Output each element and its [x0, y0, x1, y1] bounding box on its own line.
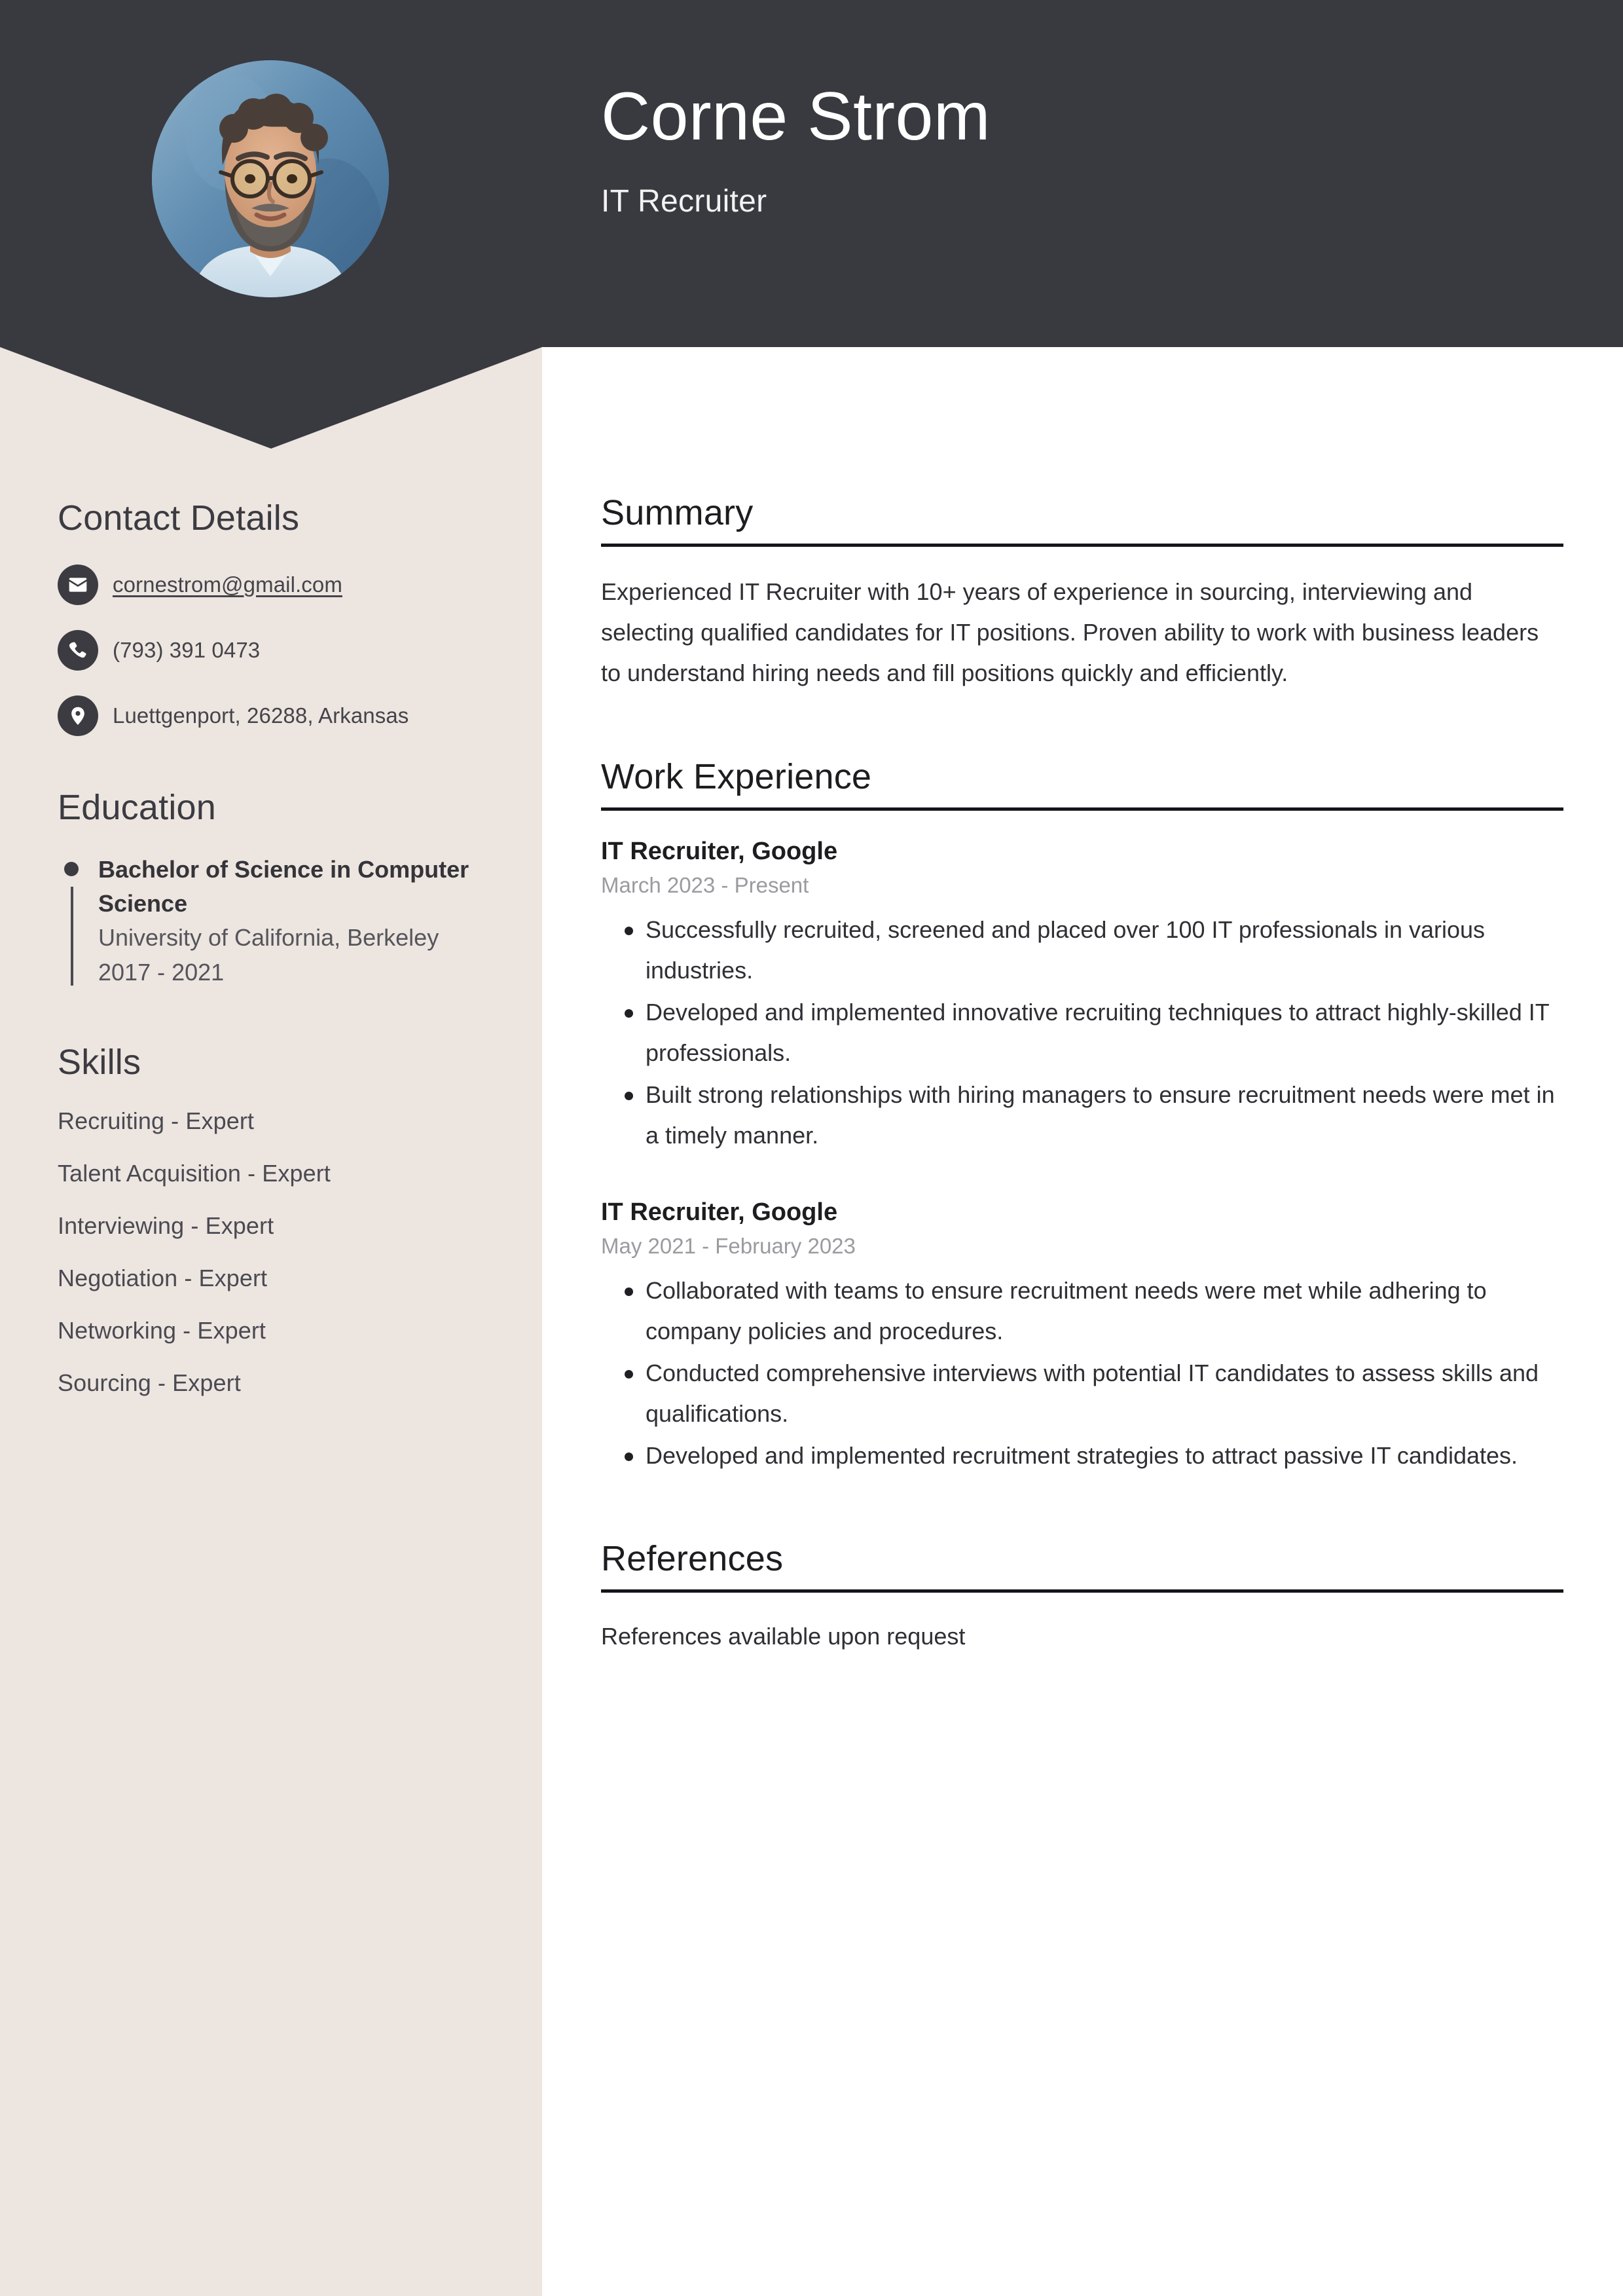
job-entry	[601, 836, 1563, 1156]
job-title: IT Recruiter, Google	[601, 1198, 838, 1226]
summary-text: Experienced IT Recruiter with 10+ years of experience in sourcing, interviewing and selecting qualified candidates for IT positions. Proven ability to work with business leaders to understand hiring needs and fill positions quickly and efficiently.	[601, 578, 1539, 686]
education-school: University of California, Berkeley	[98, 924, 439, 952]
summary-heading: Summary	[601, 492, 1563, 547]
contact-details-heading: Contact Details	[58, 498, 300, 538]
job-bullet: Developed and implemented recruitment strategies to attract passive IT candidates.	[601, 1435, 1563, 1476]
contact-item-address[interactable]	[58, 694, 503, 737]
header-text-block	[601, 79, 1518, 219]
job-title: IT Recruiter, Google	[601, 837, 838, 865]
education-dates: 2017 - 2021	[98, 958, 225, 986]
skill-item: Networking - Expert	[58, 1316, 266, 1344]
contact-details-section	[58, 498, 503, 737]
education-item	[58, 853, 503, 990]
job-bullet: Successfully recruited, screened and placed over 100 IT professionals in various industries.	[601, 910, 1563, 991]
contact-item-phone[interactable]	[58, 629, 503, 672]
job-bullet: Developed and implemented innovative recruiting techniques to attract highly-skilled IT professionals.	[601, 992, 1563, 1073]
contact-phone-value[interactable]: (793) 391 0473	[113, 638, 261, 662]
phone-icon	[58, 630, 98, 671]
skill-item: Talent Acquisition - Expert	[58, 1159, 331, 1187]
references-section	[601, 1538, 1563, 1656]
sidebar-content	[58, 498, 503, 1397]
avatar	[152, 60, 389, 297]
contact-email-value[interactable]: cornestrom@gmail.com	[113, 572, 342, 597]
candidate-name: Corne Strom	[601, 79, 991, 155]
contact-address-value[interactable]: Luettgenport, 26288, Arkansas	[113, 703, 409, 728]
contact-list	[58, 563, 503, 737]
job-bullet: Conducted comprehensive interviews with potential IT candidates to assess skills and qualifications.	[601, 1353, 1563, 1434]
job-bullet-list	[601, 1270, 1563, 1476]
summary-section	[601, 492, 1563, 694]
job-dates: May 2021 - February 2023	[601, 1233, 856, 1258]
job-dates: March 2023 - Present	[601, 873, 809, 898]
education-degree: Bachelor of Science in Computer Science	[98, 856, 469, 917]
references-heading: References	[601, 1538, 1563, 1593]
skills-heading: Skills	[58, 1042, 141, 1082]
education-bullet-icon	[64, 862, 79, 876]
education-timeline-line	[71, 887, 73, 986]
contact-item-email[interactable]	[58, 563, 503, 606]
job-entry	[601, 1196, 1563, 1476]
location-pin-icon	[58, 695, 98, 736]
job-bullet: Built strong relationships with hiring managers to ensure recruitment needs were met in a timely manner.	[601, 1075, 1563, 1156]
education-heading: Education	[58, 788, 216, 827]
skill-item: Recruiting - Expert	[58, 1107, 255, 1134]
work-experience-heading: Work Experience	[601, 756, 1563, 811]
work-experience-section	[601, 756, 1563, 1476]
job-bullet-list	[601, 910, 1563, 1155]
job-bullet: Collaborated with teams to ensure recruitment needs were met while adhering to company policies and procedures.	[601, 1270, 1563, 1352]
candidate-role: IT Recruiter	[601, 184, 767, 219]
skill-item: Negotiation - Expert	[58, 1264, 268, 1291]
skills-section	[58, 1042, 503, 1397]
envelope-icon	[58, 565, 98, 605]
skill-item: Sourcing - Expert	[58, 1369, 241, 1396]
references-text: References available upon request	[601, 1623, 966, 1650]
education-section	[58, 787, 503, 990]
skill-item: Interviewing - Expert	[58, 1212, 274, 1239]
main-content	[601, 492, 1563, 1656]
